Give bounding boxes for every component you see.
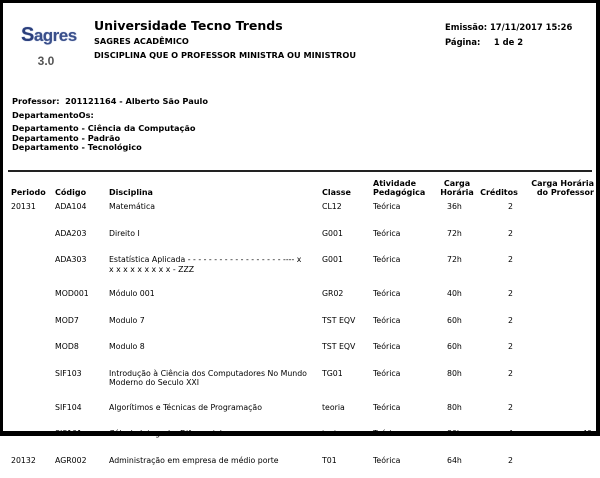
cell-periodo [11, 425, 55, 452]
cell-periodo: 20132 [11, 452, 55, 478]
cell-disciplina: Cálculo Integral e Diferencial [109, 425, 322, 452]
cell-carga-professor [521, 399, 594, 426]
cell-carga: 60h [437, 312, 477, 339]
header-classe: Classe [322, 175, 373, 198]
header-codigo: Código [55, 175, 109, 198]
cell-carga: 80h [437, 365, 477, 399]
cell-codigo: AGR002 [55, 452, 109, 478]
cell-carga-professor [521, 312, 594, 339]
sagres-logo [21, 25, 71, 85]
cell-carga-professor [521, 285, 594, 312]
cell-carga-professor: 40 [521, 425, 594, 452]
report-meta [445, 20, 572, 50]
cell-creditos: 2 [477, 338, 521, 365]
cell-disciplina: Módulo 001 [109, 285, 322, 312]
cell-creditos: 2 [477, 365, 521, 399]
table-row [11, 251, 594, 285]
cell-creditos: 2 [477, 312, 521, 339]
cell-atividade: Teórica [373, 338, 437, 365]
cell-disciplina: Modulo 7 [109, 312, 322, 339]
cell-classe: teste [322, 425, 373, 452]
cell-periodo [11, 225, 55, 252]
header-disciplina: Disciplina [109, 175, 322, 198]
header-carga-horaria: Carga Horária [437, 175, 477, 198]
cell-codigo: MOD7 [55, 312, 109, 339]
cell-creditos: 2 [477, 251, 521, 285]
cell-periodo: 20131 [11, 198, 55, 225]
cell-codigo: ADA203 [55, 225, 109, 252]
cell-creditos: 2 [477, 285, 521, 312]
cell-creditos: 2 [477, 198, 521, 225]
cell-periodo [11, 312, 55, 339]
cell-classe: TG01 [322, 365, 373, 399]
emission-line [445, 20, 572, 35]
cell-disciplina: Matemática [109, 198, 322, 225]
emission-value: 17/11/2017 15:26 [490, 22, 572, 32]
professor-line [12, 94, 208, 108]
department-item: Departamento - Tecnológico [12, 143, 208, 153]
header-carga-professor: Carga Horária do Professor [521, 175, 594, 198]
cell-carga-professor [521, 251, 594, 285]
page-line [445, 35, 572, 50]
cell-atividade: Teórica [373, 452, 437, 478]
table-row [11, 198, 594, 225]
cell-codigo: SIF104 [55, 399, 109, 426]
cell-codigo: MOD001 [55, 285, 109, 312]
cell-disciplina: Administração em empresa de médio porte [109, 452, 322, 478]
cell-periodo [11, 399, 55, 426]
table-row [11, 425, 594, 452]
cell-atividade: Teórica [373, 198, 437, 225]
cell-carga: 80h [437, 399, 477, 426]
cell-carga-professor [521, 365, 594, 399]
cell-carga: 40h [437, 285, 477, 312]
cell-carga-professor [521, 225, 594, 252]
cell-disciplina: Algorítimos e Técnicas de Programação [109, 399, 322, 426]
cell-carga: 36h [437, 198, 477, 225]
professor-label: Professor: [12, 96, 59, 106]
department-item: Departamento - Ciência da Computação [12, 124, 208, 134]
cell-carga: 60h [437, 338, 477, 365]
cell-disciplina: Introdução à Ciência dos Computadores No Mundo Moderno do Seculo XXI [109, 365, 322, 399]
cell-carga: 80h [437, 425, 477, 452]
report-title: DISCIPLINA QUE O PROFESSOR MINISTRA OU MINISTROU [94, 48, 356, 62]
cell-carga: 64h [437, 452, 477, 478]
cell-periodo [11, 251, 55, 285]
cell-periodo [11, 338, 55, 365]
emission-label: Emissão: [445, 22, 487, 32]
table-row [11, 452, 594, 478]
cell-creditos: 2 [477, 452, 521, 478]
table-row [11, 365, 594, 399]
cell-creditos: 2 [477, 399, 521, 426]
cell-disciplina: Estatística Aplicada - - - - - - - - - - - - - - - - - - ---- x x x x x x x x x x - ZZZ [109, 251, 322, 285]
cell-classe: G001 [322, 225, 373, 252]
table-row [11, 285, 594, 312]
cell-carga-professor [521, 338, 594, 365]
cell-codigo: ADA104 [55, 198, 109, 225]
system-name: SAGRES ACADÊMICO [94, 34, 356, 48]
table-header-row [11, 175, 594, 198]
cell-classe: T01 [322, 452, 373, 478]
cell-classe: CL12 [322, 198, 373, 225]
cell-carga-professor [521, 198, 594, 225]
cell-classe: TST EQV [322, 312, 373, 339]
professor-info [12, 94, 208, 153]
cell-creditos: 2 [477, 225, 521, 252]
professor-value: 201121164 - Alberto São Paulo [65, 96, 208, 106]
cell-atividade: Teórica [373, 425, 437, 452]
table-row [11, 225, 594, 252]
cell-carga: 72h [437, 251, 477, 285]
cell-classe: TST EQV [322, 338, 373, 365]
cell-atividade: Teórica [373, 225, 437, 252]
cell-classe: teoria [322, 399, 373, 426]
cell-codigo: MOD8 [55, 338, 109, 365]
header-periodo: Periodo [11, 175, 55, 198]
cell-atividade: Teórica [373, 285, 437, 312]
table-row [11, 338, 594, 365]
table-row [11, 399, 594, 426]
cell-codigo: ADA303 [55, 251, 109, 285]
cell-classe: G001 [322, 251, 373, 285]
departments-label: DepartamentoOs: [12, 108, 208, 122]
cell-atividade: Teórica [373, 251, 437, 285]
cell-atividade: Teórica [373, 365, 437, 399]
disciplines-table [11, 175, 594, 478]
header-atividade: Atividade Pedagógica [373, 175, 437, 198]
cell-codigo: SIS101 [55, 425, 109, 452]
cell-codigo: SIF103 [55, 365, 109, 399]
university-name: Universidade Tecno Trends [94, 18, 356, 34]
page-value: 1 de 2 [494, 37, 523, 47]
departments-list [12, 124, 208, 153]
cell-creditos: 4 [477, 425, 521, 452]
department-item: Departamento - Padrão [12, 134, 208, 144]
cell-atividade: Teórica [373, 399, 437, 426]
cell-carga: 72h [437, 225, 477, 252]
cell-periodo [11, 285, 55, 312]
cell-atividade: Teórica [373, 312, 437, 339]
page-label: Página: [445, 35, 491, 50]
header-separator [8, 170, 592, 172]
header-creditos: Créditos [477, 175, 521, 198]
cell-disciplina: Modulo 8 [109, 338, 322, 365]
report-header [94, 18, 356, 62]
cell-classe: GR02 [322, 285, 373, 312]
logo-version: 3.0 [21, 54, 71, 68]
cell-disciplina: Direito I [109, 225, 322, 252]
cell-periodo [11, 365, 55, 399]
table-row [11, 312, 594, 339]
logo-wordmark: Sagres [21, 25, 71, 46]
cell-carga-professor [521, 452, 594, 478]
